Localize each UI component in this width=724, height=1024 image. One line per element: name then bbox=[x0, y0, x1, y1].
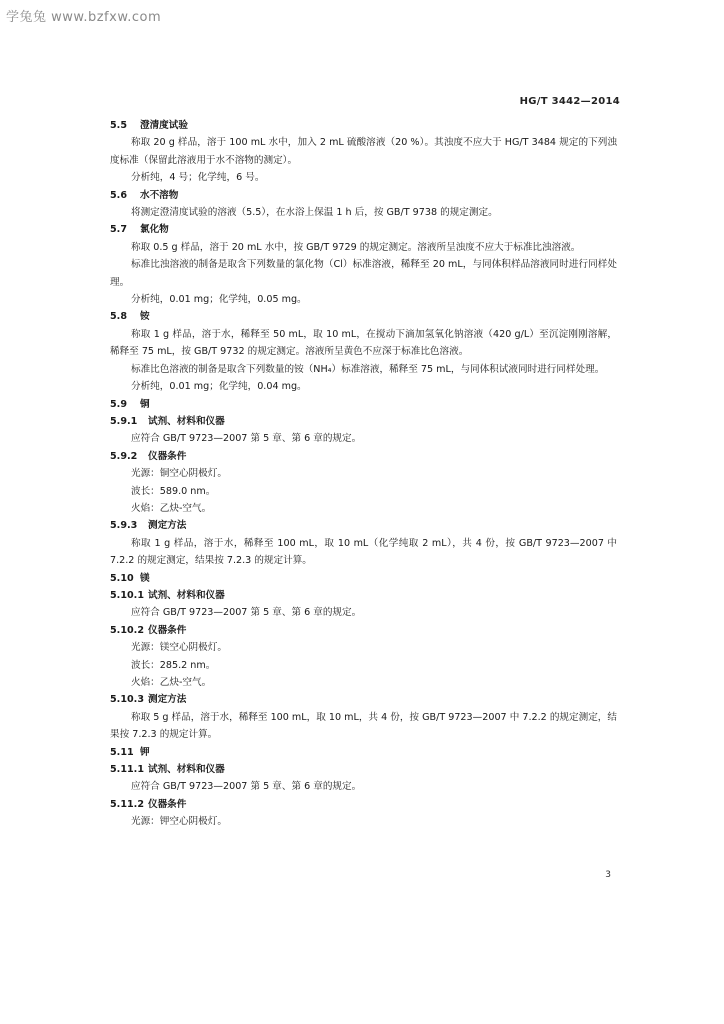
section-title: 澄清度试验 bbox=[140, 120, 188, 131]
section-5-11-2-heading bbox=[110, 796, 617, 813]
section-title: 铜 bbox=[140, 398, 150, 410]
section-title: 试剂、材料和仪器 bbox=[148, 764, 225, 776]
section-5-11-2-light: 光源：钾空心阴极灯。 bbox=[131, 816, 227, 828]
section-number: 5.11.2 bbox=[110, 798, 144, 810]
section-5-9-1-heading bbox=[110, 413, 617, 430]
section-number: 5.8 bbox=[110, 311, 127, 323]
section-5-5-heading bbox=[110, 117, 617, 134]
section-title: 仪器条件 bbox=[148, 450, 187, 462]
section-5-10-3-body: 称取 5 g 样品，溶于水，稀释至 100 mL，取 10 mL，共 4 份，按 GB/T 9723—2007 中 7.2.2 的规定测定，结果按 7.2.3 的规定计算。 bbox=[110, 711, 617, 741]
section-5-9-2-wavelength: 波长：589.0 nm。 bbox=[131, 485, 216, 497]
section-5-9-2-flame: 火焰：乙炔-空气。 bbox=[131, 502, 212, 514]
section-number: 5.9.3 bbox=[110, 520, 138, 532]
section-title: 氯化物 bbox=[140, 224, 169, 236]
section-number: 5.6 bbox=[110, 189, 127, 201]
page-number: 3 bbox=[605, 870, 611, 880]
section-title: 铵 bbox=[140, 311, 150, 323]
section-5-11-1-body: 应符合 GB/T 9723—2007 第 5 章、第 6 章的规定。 bbox=[131, 781, 362, 793]
section-5-10-2-heading bbox=[110, 622, 617, 639]
section-title: 试剂、材料和仪器 bbox=[148, 415, 225, 427]
section-5-10-1-heading bbox=[110, 587, 617, 604]
section-title: 仪器条件 bbox=[148, 798, 187, 810]
section-number: 5.11.1 bbox=[110, 764, 144, 776]
section-5-9-2-heading bbox=[110, 448, 617, 465]
standard-code: HG/T 3442—2014 bbox=[519, 96, 620, 107]
section-5-9-heading bbox=[110, 396, 617, 413]
section-5-5-body: 称取 20 g 样品，溶于 100 mL 水中，加入 2 mL 硫酸溶液（20 %）。其浊度不应大于 HG/T 3484 规定的下列浊度标准（保留此溶液用于水不溶物的测定）。 bbox=[110, 137, 617, 166]
watermark: 学兔兔 www.bzfxw.com bbox=[6, 10, 162, 25]
section-5-11-heading bbox=[110, 744, 617, 761]
section-5-10-heading bbox=[110, 570, 617, 587]
section-5-8-standard: 标准比色溶液的制备是取含下列数量的铵（NH₄）标准溶液，稀释至 75 mL，与同体积试液同时进行同样处理。 bbox=[131, 363, 605, 375]
section-5-7-limits: 分析纯，0.01 mg；化学纯，0.05 mg。 bbox=[131, 294, 307, 306]
section-5-10-2-light: 光源：镁空心阴极灯。 bbox=[131, 642, 227, 654]
section-number: 5.11 bbox=[110, 746, 134, 758]
section-5-8-heading bbox=[110, 308, 617, 325]
section-5-9-1-body: 应符合 GB/T 9723—2007 第 5 章、第 6 章的规定。 bbox=[131, 433, 362, 445]
section-title: 仪器条件 bbox=[148, 624, 187, 636]
document-body bbox=[110, 117, 617, 831]
section-number: 5.9.1 bbox=[110, 415, 138, 427]
section-5-6-heading bbox=[110, 187, 617, 204]
section-5-7-standard: 标准比浊溶液的制备是取含下列数量的氯化物（Cl）标准溶液，稀释至 20 mL，与同体积样品溶液同时进行同样处理。 bbox=[110, 259, 617, 288]
section-5-9-3-heading bbox=[110, 517, 617, 534]
section-5-8-body: 称取 1 g 样品，溶于水，稀释至 50 mL，取 10 mL，在搅动下滴加氢氧化钠溶液（420 g/L）至沉淀刚刚溶解，稀释至 75 mL，按 GB/T 9732 的规定测定。溶液所呈黄色不应深于标准比色溶液。 bbox=[110, 328, 617, 358]
section-title: 测定方法 bbox=[148, 520, 187, 532]
section-title: 水不溶物 bbox=[140, 189, 179, 201]
section-5-9-2-light: 光源：铜空心阴极灯。 bbox=[131, 468, 227, 480]
section-number: 5.10 bbox=[110, 572, 134, 584]
section-number: 5.10.1 bbox=[110, 589, 144, 601]
section-5-10-2-flame: 火焰：乙炔-空气。 bbox=[131, 677, 212, 688]
section-number: 5.9 bbox=[110, 398, 127, 410]
section-title: 镁 bbox=[140, 572, 150, 584]
section-5-9-3-body: 称取 1 g 样品，溶于水，稀释至 100 mL，取 10 mL（化学纯取 2 mL），共 4 份，按 GB/T 9723—2007 中 7.2.2 的规定测定，结果按 7.2.3 的规定计算。 bbox=[110, 537, 617, 567]
section-number: 5.10.3 bbox=[110, 694, 144, 706]
section-5-5-grades: 分析纯，4 号；化学纯，6 号。 bbox=[131, 172, 265, 184]
section-title: 测定方法 bbox=[148, 694, 187, 706]
section-5-7-heading bbox=[110, 221, 617, 238]
section-5-7-body: 称取 0.5 g 样品，溶于 20 mL 水中，按 GB/T 9729 的规定测定。溶液所呈浊度不应大于标准比浊溶液。 bbox=[131, 241, 581, 253]
section-5-10-3-heading bbox=[110, 691, 617, 708]
section-number: 5.10.2 bbox=[110, 624, 144, 636]
section-number: 5.9.2 bbox=[110, 450, 138, 462]
section-5-11-1-heading bbox=[110, 761, 617, 778]
section-5-8-limits: 分析纯，0.01 mg；化学纯，0.04 mg。 bbox=[131, 381, 307, 393]
section-title: 钾 bbox=[140, 746, 150, 758]
section-number: 5.7 bbox=[110, 224, 127, 236]
section-5-10-1-body: 应符合 GB/T 9723—2007 第 5 章、第 6 章的规定。 bbox=[131, 607, 362, 619]
section-5-6-body: 将测定澄清度试验的溶液（5.5），在水浴上保温 1 h 后，按 GB/T 9738 的规定测定。 bbox=[131, 207, 498, 219]
section-title: 试剂、材料和仪器 bbox=[148, 589, 225, 601]
section-5-10-2-wavelength: 波长：285.2 nm。 bbox=[131, 659, 216, 671]
section-number: 5.5 bbox=[110, 120, 127, 131]
